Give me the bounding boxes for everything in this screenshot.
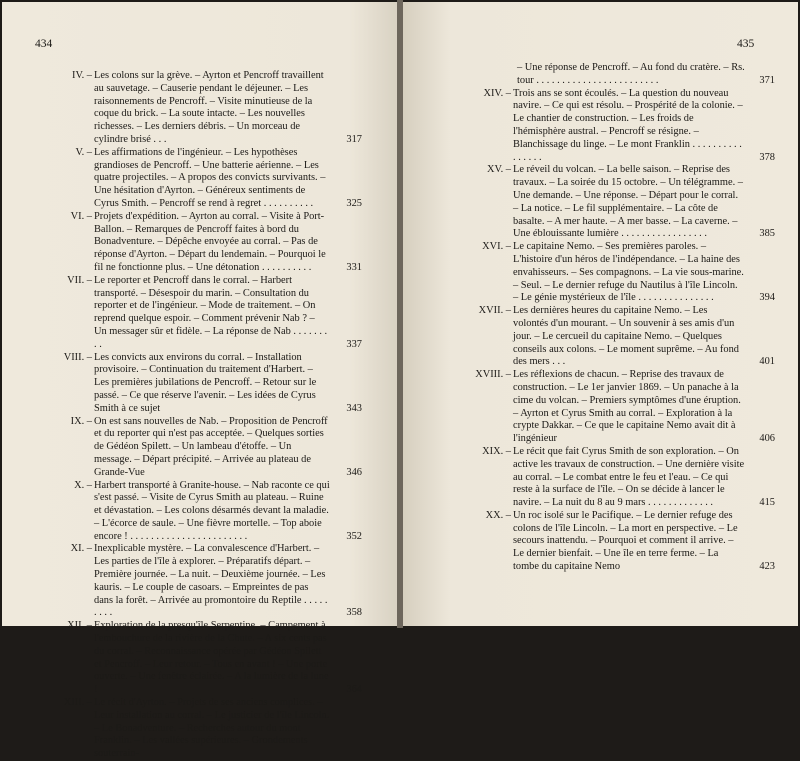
toc-entry [36,543,362,620]
chapter-summary: Trois ans se sont écoulés. – La question du nouveau navire. – Ce qui est résolu. – Prospérité de la colonie. – Le chantier de construction. – Les froids de l'hémisphère austral. – Pencroff se résigne. – Blanchissage du linge. – Le mont Franklin . . . . . . . . . . . . . . . . [513,87,743,163]
chapter-page: 343 [346,402,362,414]
chapter-number: XIII. – [63,697,92,709]
chapter-number: IV. – [71,70,92,81]
chapter-summary: Le reporter et Pencroff dans le corral. – Harbert transporté. – Désespoir du marin. – Consultation du reporter et de l'ingénieur. – Mode de traitement. – On reprend quelque espoir. – Comment prévenir Nab ? – Un messager sûr et fidèle. – La réponse de Nab . . . . . . . . . [94,274,328,350]
chapter-summary: On est sans nouvelles de Nab. – Proposition de Pencroff et du reporter qui n'est pas acceptée. – Quelques sorties de Gédéon Spilett. – Un lambeau d'étoffe. – Un message. – Départ précipité. – Arrivée au plateau de Grande-Vue [94,415,328,478]
toc-entries [455,62,775,574]
toc-entry [36,275,362,352]
page-number: 435 [737,38,755,50]
chapter-summary: Le capitaine Nemo. – Ses premières paroles. – L'histoire d'un héros de l'indépendance. – La haine des envahisseurs. – Ses compagnons. – La vie sous-marine. – Seul. – Le dernier refuge du Nautilus à l'île Lincoln. – Le génie mystérieux de l'île . . . . . . . . . . . . . . . [513,241,744,304]
chapter-number: XIV. – [483,87,511,99]
chapter-number: XIX. – [482,445,511,457]
page-number: 434 [35,38,53,50]
chapter-page: 325 [346,197,362,209]
right-page [403,2,798,626]
chapter-number: XX. – [485,509,511,521]
toc-entry-continued [455,62,775,88]
toc-entry [36,70,362,147]
chapter-summary: Harbert transporté à Granite-house. – Nab raconte ce qui s'est passé. – Visite de Cyrus Smith au plateau. – Ruine et dévastation. – Les colons désarmés devant la maladie. – L'écorce de saule. – Une fièvre mortelle. – Top aboie encore ! . . . . . . . . . . . . . . . . . . . . . . . [94,479,330,542]
chapter-number: VIII. – [63,351,92,363]
toc-entry [455,88,775,165]
chapter-number: XVIII. – [475,369,511,381]
toc-entry [455,164,775,241]
chapter-summary: Le récit d'Ayrton. – Projets de ses anciens complices. – Leur installation au corral. – Le justicier de l'île Lincoln. – Le Bonadventure. – Recherches autour du mont Franklin. – Les vallées supérieures. – Grondements souterrain- [94,697,330,760]
chapter-page: 317 [346,133,362,145]
toc-entry [455,446,775,510]
chapter-summary: Exploration de la presqu'île Serpentine. – Campement à l'embouchure de la rivière de la Chute. – A six cents pas du corral. – Reconnaissance opérée par Gédéon Spilett et Pencroff. – Leur retour. – Tous en avant ! – Une porte ouverte. – Une fenêtre éclairée. – A la lumière de la lune ! [94,620,329,696]
chapter-page: 423 [759,561,775,573]
chapter-summary: Les convicts aux environs du corral. – Installation provisoire. – Continuation du traitement d'Harbert. – Les premières jubilations de Pencroff. – Retour sur le passé. – Ce que réserve l'avenir. – Les idées de Cyrus Smith à ce sujet [94,351,317,414]
chapter-summary: Les affirmations de l'ingénieur. – Les hypothèses grandioses de Pencroff. – Une batterie aérienne. – Les quatre projectiles. – A propos des convicts survivants. – Une hésitation d'Ayrton. – Généreux sentiments de Cyrus Smith. – Pencroff se rend à regret . . . . . . . . . . [94,146,326,209]
chapter-number: IX. – [70,415,92,427]
chapter-number: XI. – [70,543,92,555]
toc-entry [36,147,362,211]
toc-entry [36,620,362,697]
toc-entry [36,480,362,544]
chapter-page: 415 [759,497,775,509]
toc-entry [36,211,362,275]
chapter-page: 371 [759,74,775,86]
toc-entry [36,416,362,480]
chapter-number: XV. – [486,164,511,176]
chapter-summary: Les dernières heures du capitaine Nemo. – Les volontés d'un mourant. – Un souvenir à ses amis d'un jour. – Le cercueil du capitaine Nemo. – Quelques conseils aux colons. – Le moment suprême. – Au fond des mers . . . [513,305,739,368]
chapter-summary: Les colons sur la grève. – Ayrton et Pencroff travaillent au sauvetage. – Causerie pendant le déjeuner. – Les raisonnements de Pencroff. – Visite minutieuse de la coque du brick. – La soute intacte. – Les nouvelles richesses. – Les derniers débris. – Un morceau de cylindre brisé . . . [94,70,324,145]
chapter-page: 394 [759,292,775,304]
toc-entry [36,697,362,761]
chapter-page: 331 [346,261,362,273]
toc-entry [36,352,362,416]
chapter-summary: Inexplicable mystère. – La convalescence d'Harbert. – Les parties de l'île à explorer. – Préparatifs départ. – Première journée. – La nuit. – Deuxième journée. – Les kauris. – Le couple de casoars. – Empreintes de pas dans la forêt. – Arrivée au promontoire du Reptile . . . . . . . . . [94,543,328,619]
toc-entry [455,369,775,446]
chapter-page: 401 [759,356,775,368]
toc-entry [455,510,775,574]
chapter-number: XVI. – [482,241,511,253]
toc-entry [455,305,775,369]
chapter-page: 352 [346,530,362,542]
chapter-number: VI. – [70,210,92,222]
chapter-summary: Le récit que fait Cyrus Smith de son exploration. – On active les travaux de construction. – Une dernière visite au corral. – Le combat entre le feu et l'eau. – Ce qui reste à la surface de l'île. – On se décide à lancer le navire. – La nuit du 8 au 9 mars . . . . . . . . . . . . . [513,445,745,509]
chapter-summary: Projets d'expédition. – Ayrton au corral. – Visite à Port-Ballon. – Remarques de Pencroff faites à bord du Bonadventure. – Dépêche envoyée au corral. – Pas de réponse d'Ayrton. – Départ du lendemain. – Pourquoi le fil ne fonctionne plus. – Une détonation . . . . . . . . . . [94,210,326,273]
chapter-page: 346 [346,466,362,478]
chapter-summary: Un roc isolé sur le Pacifique. – Le dernier refuge des colons de l'île Lincoln. – La mort en perspective. – Le secours inattendu. – Pourquoi et comment il arrive. – Le dernier bienfait. – Une île en terre ferme. – La tombe du capitaine Nemo [513,509,738,573]
toc-entry [455,241,775,305]
chapter-number: V. – [75,146,92,158]
toc-entries [36,70,362,761]
chapter-summary: Les réflexions de chacun. – Reprise des travaux de construction. – Le 1er janvier 1869. – Un panache à la cime du volcan. – Premiers symptômes d'une éruption. – Ayrton et Cyrus Smith au corral. – Exploration à la crypte Dakkar. – Ce que le capitaine Nemo avait dit à l'ingénieur [513,369,741,445]
chapter-summary: – Une réponse de Pencroff. – Au fond du cratère. – Rs. tour . . . . . . . . . . . . . . . . . . . . . . . . [517,62,745,86]
chapter-page: 406 [759,433,775,445]
chapter-page: 378 [759,151,775,163]
left-page [2,2,397,760]
chapter-page: 337 [346,338,362,350]
chapter-summary: Le réveil du volcan. – La belle saison. – Reprise des travaux. – La soirée du 15 octobre. – Un télégramme. – Une demande. – Une réponse. – Départ pour le corral. – La notice. – Le fil supplémentaire. – La côte de basalte. – A mer haute. – A mer basse. – La caverne. – Une éblouissante lumière . . . . . . . . . . . . . . . . . [513,164,743,240]
chapter-number: XVII. – [478,305,511,317]
chapter-number: X. – [74,479,92,491]
chapter-number: XII. – [67,620,92,632]
chapter-number: VII. – [67,274,92,286]
chapter-page: 358 [346,607,362,619]
chapter-page: 385 [759,228,775,240]
chapter-page: 364 [346,684,362,696]
